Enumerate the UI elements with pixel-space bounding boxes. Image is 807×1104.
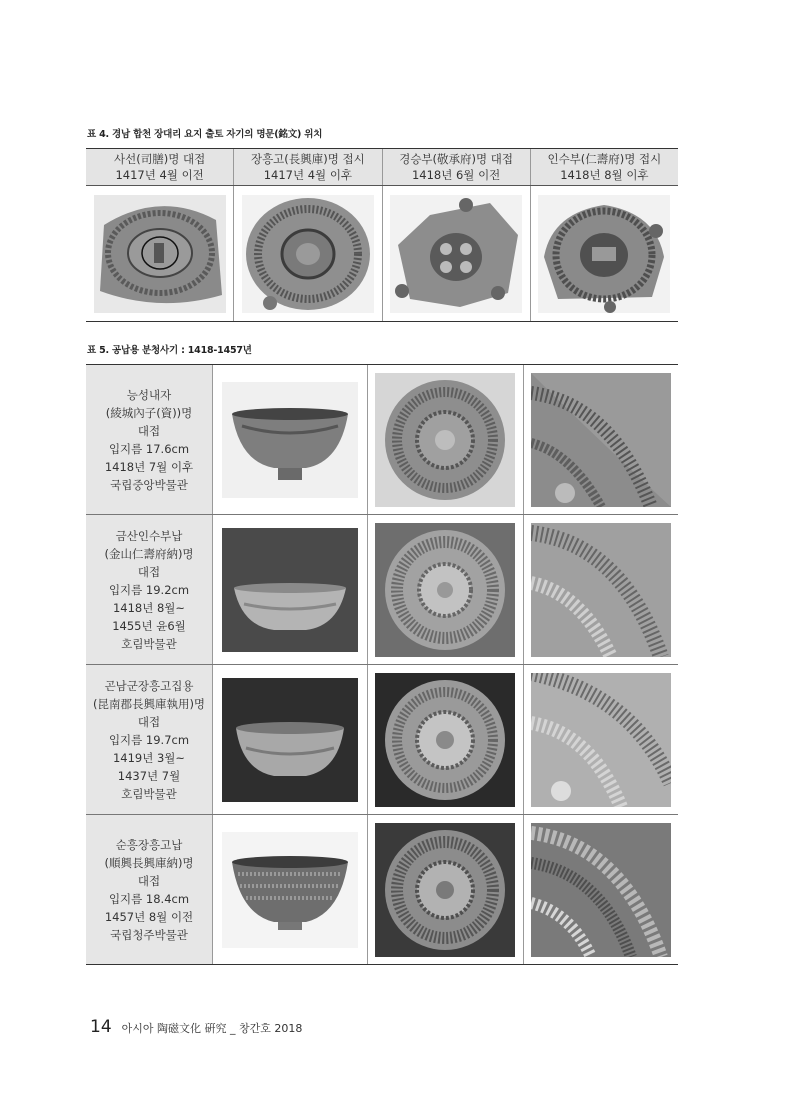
page-footer bbox=[90, 1017, 302, 1037]
label-line: 능성내자 bbox=[126, 387, 172, 402]
label-line: 금산인수부납 bbox=[115, 528, 183, 543]
table-row bbox=[86, 814, 678, 964]
bowl-side-view-cell bbox=[213, 665, 367, 814]
label-line: 1457년 8월 이전 bbox=[104, 909, 194, 924]
pattern-detail-photo bbox=[531, 523, 671, 657]
label-line: 1437년 7월 bbox=[117, 768, 181, 783]
label-line: 순흥장흥고납 bbox=[115, 837, 183, 852]
label-line: 입지름 17.6cm bbox=[108, 441, 190, 456]
dish-photo bbox=[242, 195, 374, 313]
table4 bbox=[86, 148, 678, 322]
label-line: 입지름 19.2cm bbox=[108, 582, 190, 597]
row-label bbox=[86, 365, 213, 514]
table4-header-cell bbox=[530, 149, 678, 185]
bowl-interior-photo bbox=[375, 673, 515, 807]
table4-image-cell bbox=[530, 186, 678, 321]
label-line: 1455년 윤6월 bbox=[112, 618, 186, 633]
row-label bbox=[86, 815, 213, 964]
label-line: 국립청주박물관 bbox=[110, 927, 188, 942]
table4-header-title: 사선(司膳)명 대접 bbox=[114, 152, 206, 166]
bowl-side-photo bbox=[222, 678, 358, 802]
label-line: 호림박물관 bbox=[121, 636, 177, 651]
pattern-detail-photo bbox=[531, 673, 671, 807]
row-label bbox=[86, 665, 213, 814]
bowl-side-photo bbox=[222, 832, 358, 948]
detail-view-cell bbox=[523, 515, 678, 664]
table4-header-date: 1418년 8월 이후 bbox=[560, 168, 649, 182]
label-line: 1419년 3월~ bbox=[112, 750, 186, 765]
table4-header-row bbox=[86, 149, 678, 186]
table4-image-cell bbox=[86, 186, 233, 321]
label-line: (順興長興庫納)명 bbox=[104, 855, 194, 870]
table5 bbox=[86, 364, 678, 965]
detail-view-cell bbox=[523, 815, 678, 964]
bowl-interior-view-cell bbox=[367, 665, 522, 814]
table-row bbox=[86, 514, 678, 664]
table4-header-date: 1418년 6월 이전 bbox=[411, 168, 501, 182]
dish-photo bbox=[538, 195, 670, 313]
bowl-side-view-cell bbox=[213, 815, 367, 964]
label-line: 1418년 7월 이후 bbox=[104, 459, 194, 474]
bowl-interior-view-cell bbox=[367, 815, 522, 964]
label-line: 곤남군장흥고집용 bbox=[104, 678, 194, 693]
label-line: (金山仁壽府納)명 bbox=[104, 546, 194, 561]
table4-header-title: 장흥고(長興庫)명 접시 bbox=[250, 152, 365, 166]
detail-view-cell bbox=[523, 665, 678, 814]
bowl-interior-photo bbox=[375, 823, 515, 957]
label-line: 국립중앙박물관 bbox=[110, 477, 188, 492]
label-line: (昆南郡長興庫執用)명 bbox=[92, 696, 206, 711]
bowl-side-photo bbox=[222, 382, 358, 498]
label-line: 대접 bbox=[137, 564, 161, 579]
bowl-interior-photo bbox=[375, 373, 515, 507]
label-line: 대접 bbox=[137, 423, 161, 438]
bowl-interior-photo bbox=[375, 523, 515, 657]
table-row bbox=[86, 664, 678, 814]
label-line: 입지름 19.7cm bbox=[108, 732, 190, 747]
row-label bbox=[86, 515, 213, 664]
table-row bbox=[86, 365, 678, 514]
table4-header-date: 1417년 4월 이전 bbox=[115, 168, 204, 182]
table4-header-cell bbox=[382, 149, 530, 185]
sherd-bowl-photo bbox=[94, 195, 226, 313]
label-line: 호림박물관 bbox=[121, 786, 177, 801]
label-line: 대접 bbox=[137, 714, 161, 729]
sherd-bowl-photo bbox=[390, 195, 522, 313]
table5-caption: 표 5. 공납용 분청사기 : 1418-1457년 bbox=[87, 345, 252, 356]
table4-header-cell bbox=[233, 149, 381, 185]
table4-image-row bbox=[86, 186, 678, 321]
table4-header-title: 인수부(仁壽府)명 접시 bbox=[547, 152, 662, 166]
table4-image-cell bbox=[233, 186, 381, 321]
pattern-detail-photo bbox=[531, 373, 671, 507]
label-line: 대접 bbox=[137, 873, 161, 888]
table4-header-cell bbox=[86, 149, 233, 185]
label-line: (綾城內子(資))명 bbox=[105, 405, 193, 420]
table4-image-cell bbox=[382, 186, 530, 321]
table4-header-title: 경승부(敬承府)명 대접 bbox=[399, 152, 514, 166]
bowl-side-view-cell bbox=[213, 365, 367, 514]
table4-header-date: 1417년 4월 이후 bbox=[263, 168, 353, 182]
pattern-detail-photo bbox=[531, 823, 671, 957]
page-number: 14 bbox=[90, 1017, 112, 1037]
bowl-interior-view-cell bbox=[367, 515, 522, 664]
bowl-interior-view-cell bbox=[367, 365, 522, 514]
table4-caption: 표 4. 경남 합천 장대리 요지 출토 자기의 명문(銘文) 위치 bbox=[87, 129, 323, 140]
bowl-side-view-cell bbox=[213, 515, 367, 664]
label-line: 입지름 18.4cm bbox=[108, 891, 190, 906]
bowl-side-photo bbox=[222, 528, 358, 652]
journal-title: 아시아 陶磁文化 硏究 _ 창간호 2018 bbox=[121, 1022, 303, 1035]
detail-view-cell bbox=[523, 365, 678, 514]
label-line: 1418년 8월~ bbox=[112, 600, 186, 615]
